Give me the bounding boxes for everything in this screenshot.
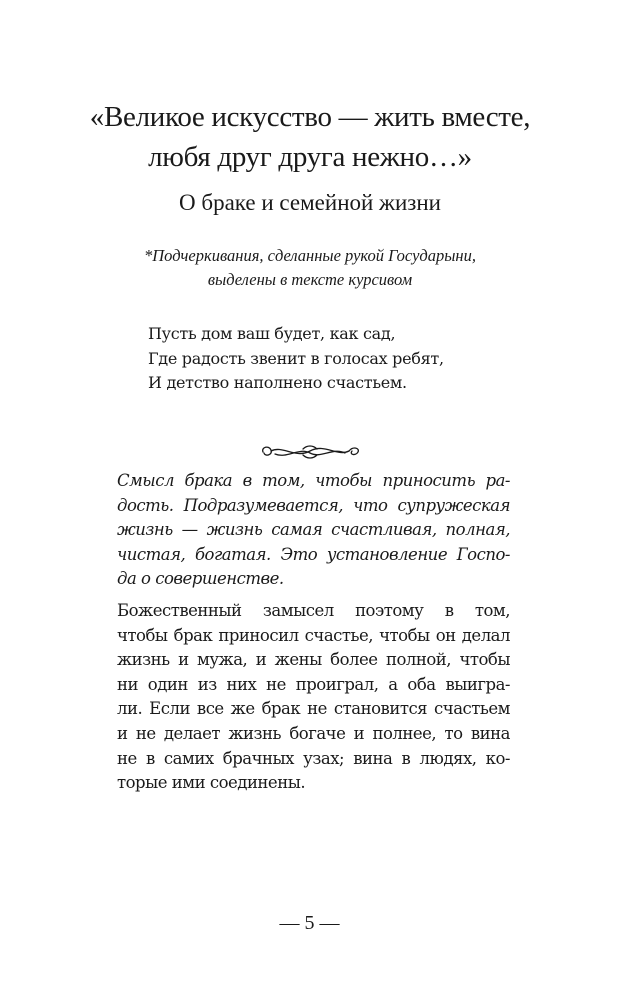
paragraph-line: Смысл брака в том, чтобы приносить ра- <box>117 471 510 490</box>
paragraph-line: ни один из них не проиграл, а оба выигра- <box>117 674 510 694</box>
poem-line: Где радость звенит в голосах ребят, <box>148 348 444 368</box>
chapter-title <box>60 97 560 177</box>
poem-line: И детство наполнено счастьем. <box>148 373 407 392</box>
flourish-ornament-icon <box>255 437 365 465</box>
editorial-note <box>80 244 540 292</box>
poem-line: Пусть дом ваш будет, как сад, <box>148 324 396 343</box>
chapter-title-line-1: «Великое искусство — жить вместе, <box>89 101 531 133</box>
paragraph-line: жизнь и мужа, и жены более полной, чтобы <box>117 650 510 670</box>
paragraph-body <box>117 599 510 796</box>
paragraph-line: ли. Если все же брак не становится счастьем <box>117 699 510 719</box>
paragraph-line: дость. Подразумевается, что супружеская <box>117 495 510 515</box>
chapter-title-line-2: любя друг друга нежно…» <box>148 141 472 173</box>
paragraph-line: Божественный замысел поэтому в том, <box>117 601 510 620</box>
paragraph-line: жизнь — жизнь самая счастливая, полная, <box>117 520 510 540</box>
paragraph-line: не в самих брачных узах; вина в людях, ко- <box>117 748 510 768</box>
editorial-note-line-1: *Подчеркивания, сделанные рукой Государыни, <box>144 246 476 265</box>
page-number: — 5 — <box>279 912 340 934</box>
chapter-subtitle: О браке и семейной жизни <box>179 190 441 215</box>
paragraph-line: да о совершенстве. <box>117 569 284 589</box>
paragraph-italic <box>117 469 510 592</box>
paragraph-line: и не делает жизнь богаче и полнее, то вина <box>117 723 510 743</box>
editorial-note-line-2: выделены в тексте курсивом <box>207 270 413 289</box>
paragraph-line: чистая, богатая. Это установление Госпо- <box>117 544 510 564</box>
paragraph-line: чтобы брак приносил счастье, чтобы он делал <box>117 625 510 645</box>
paragraph-line: торые ими соединены. <box>117 773 306 793</box>
epigraph-poem <box>148 322 528 396</box>
